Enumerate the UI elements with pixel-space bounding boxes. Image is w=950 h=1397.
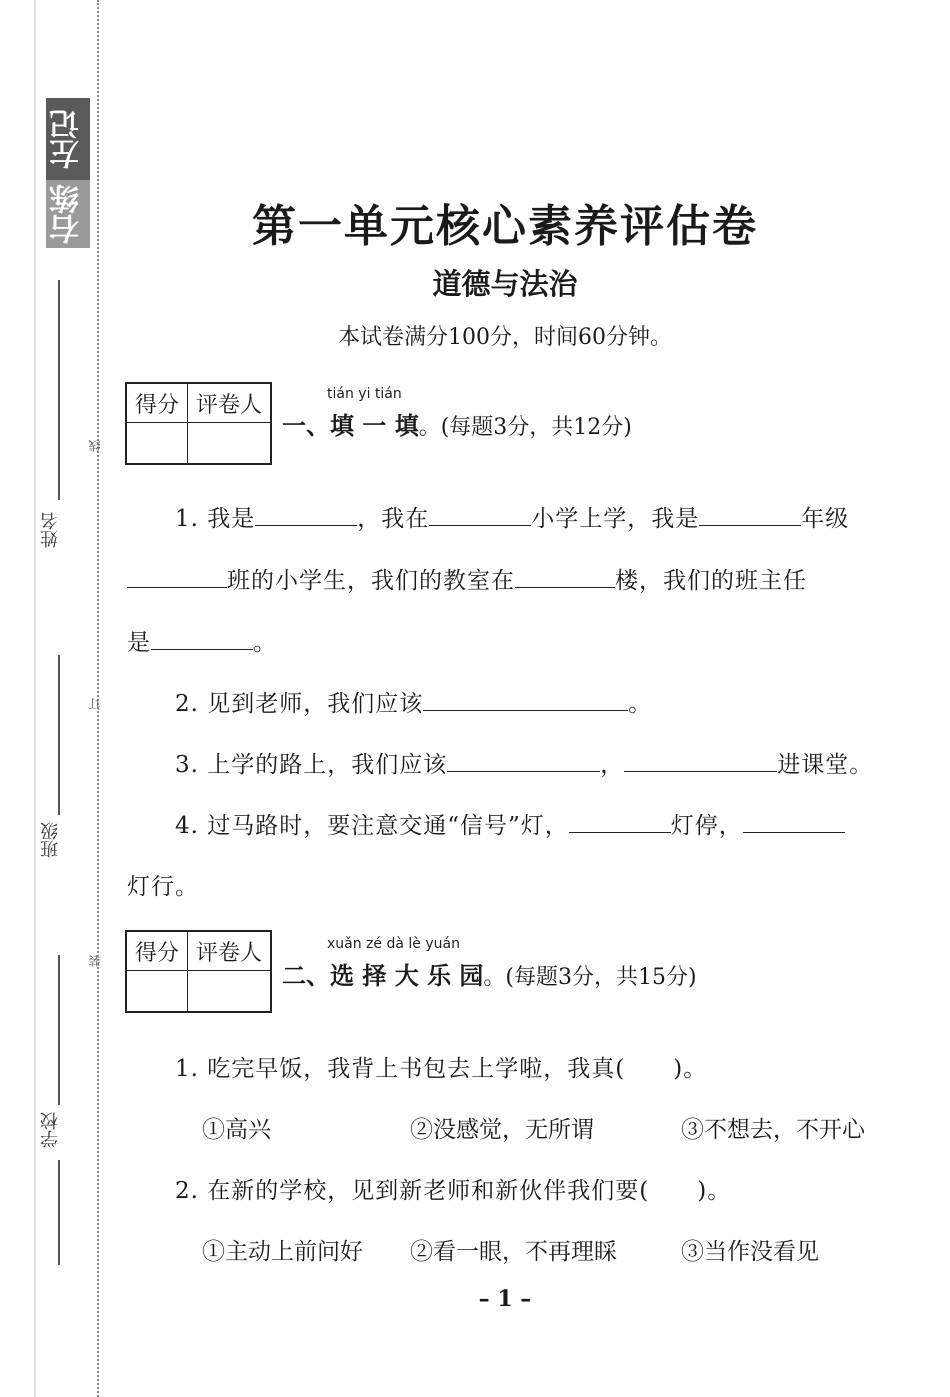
s1-q2 bbox=[175, 685, 652, 718]
brand-text-right: 右练 bbox=[50, 184, 85, 244]
s1-q4-text-b: 灯停， bbox=[670, 813, 743, 839]
section1-pinyin: tián yi tián bbox=[327, 386, 402, 402]
name-rule bbox=[58, 280, 60, 500]
s1-q4-text-a: 4. 过马路时，要注意交通“信号”灯， bbox=[175, 813, 569, 839]
s1-q1-text-c: 小学上学，我是 bbox=[531, 506, 700, 532]
s1-q1-blank-1[interactable] bbox=[255, 505, 357, 526]
page-number: – 1 – bbox=[478, 1286, 532, 1312]
s1-q3-text-c: 进课堂。 bbox=[777, 752, 874, 778]
cut-mark-bind: 订 bbox=[88, 698, 102, 710]
s1-q1-line3 bbox=[127, 624, 277, 657]
school-label: 学校 bbox=[40, 1112, 61, 1148]
s1-q3-text-b: ， bbox=[600, 752, 625, 778]
s2-q2: 2. 在新的学校，见到新老师和新伙伴我们要( )。 bbox=[175, 1178, 732, 1204]
s1-q2-blank[interactable] bbox=[423, 690, 628, 711]
s1-q1-line2 bbox=[127, 562, 807, 595]
name-label: 姓名 bbox=[40, 512, 61, 548]
grader-label: 评卷人 bbox=[188, 383, 272, 423]
page-title: 第一单元核心素养评估卷 bbox=[252, 201, 758, 252]
s1-q4-line2 bbox=[127, 868, 199, 901]
section2-title: 二、选 择 大 乐 园 bbox=[282, 962, 484, 990]
cut-mark-fold: 装 bbox=[88, 955, 102, 967]
s1-q4-text-c: 灯行。 bbox=[127, 874, 199, 900]
section2-heading bbox=[282, 956, 697, 991]
cut-mark-line: 线 bbox=[88, 440, 102, 452]
s2-q2-option-3[interactable]: ③当作没看见 bbox=[681, 1239, 819, 1265]
section1-title: 一、填 一 填 bbox=[282, 412, 419, 440]
s1-q4-line1 bbox=[175, 807, 845, 840]
section1-heading bbox=[282, 406, 632, 441]
s1-q1-blank-5[interactable] bbox=[515, 567, 615, 588]
s1-q1-text-f: 楼，我们的班主任 bbox=[615, 568, 807, 594]
class-rule bbox=[58, 655, 60, 815]
score-label: 得分 bbox=[126, 383, 188, 423]
s2-q1: 1. 吃完早饭，我背上书包去上学啦，我真( )。 bbox=[175, 1056, 708, 1082]
s2-q2-option-1[interactable]: ①主动上前问好 bbox=[202, 1239, 363, 1265]
grader-cell[interactable] bbox=[188, 971, 272, 1013]
score-cell[interactable] bbox=[126, 971, 188, 1013]
section2-pinyin: xuǎn zé dà lè yuán bbox=[327, 936, 460, 952]
s1-q1-blank-3[interactable] bbox=[699, 505, 801, 526]
school-rule bbox=[58, 955, 60, 1105]
subject-title: 道德与法治 bbox=[432, 267, 578, 301]
grader-label: 评卷人 bbox=[188, 931, 272, 971]
s1-q4-blank-2[interactable] bbox=[743, 812, 845, 833]
s1-q1-blank-6[interactable] bbox=[151, 629, 253, 650]
s1-q4-blank-1[interactable] bbox=[569, 812, 671, 833]
score-label: 得分 bbox=[126, 931, 188, 971]
s2-q1-option-1[interactable]: ①高兴 bbox=[202, 1117, 271, 1143]
s1-q1-text-d: 年级 bbox=[801, 506, 850, 532]
s1-q2-text-b: 。 bbox=[628, 691, 653, 717]
s1-q1-text-a: 1. 我是 bbox=[175, 506, 256, 532]
s1-q1-line1 bbox=[175, 500, 849, 533]
s1-q1-blank-2[interactable] bbox=[429, 505, 531, 526]
s1-q1-text-h: 。 bbox=[253, 630, 277, 656]
school-rule-lower bbox=[58, 1160, 60, 1265]
s2-q1-option-2[interactable]: ②没感觉，无所谓 bbox=[410, 1117, 594, 1143]
exam-info: 本试卷满分100分，时间60分钟。 bbox=[338, 325, 672, 350]
s2-q2-option-2[interactable]: ②看一眼，不再理睬 bbox=[410, 1239, 617, 1265]
score-cell[interactable] bbox=[126, 423, 188, 465]
s1-q1-text-b: ，我在 bbox=[357, 506, 430, 532]
s1-q1-text-g: 是 bbox=[127, 630, 151, 656]
s1-q1-blank-4[interactable] bbox=[127, 567, 227, 588]
s1-q2-text-a: 2. 见到老师，我们应该 bbox=[175, 691, 424, 717]
brand-text-left: 左记 bbox=[50, 109, 85, 169]
section1-note: 。(每题3分，共12分) bbox=[418, 415, 632, 440]
score-box-1 bbox=[125, 382, 272, 465]
s1-q3 bbox=[175, 746, 873, 779]
score-box-2 bbox=[125, 930, 272, 1013]
s1-q3-blank-2[interactable] bbox=[624, 751, 777, 772]
s1-q1-text-e: 班的小学生，我们的教室在 bbox=[227, 568, 515, 594]
s1-q3-text-a: 3. 上学的路上，我们应该 bbox=[175, 752, 448, 778]
s1-q3-blank-1[interactable] bbox=[447, 751, 600, 772]
grader-cell[interactable] bbox=[188, 423, 272, 465]
s2-q1-option-3[interactable]: ③不想去，不开心 bbox=[681, 1117, 865, 1143]
section2-note: 。(每题3分，共15分) bbox=[483, 965, 697, 990]
class-label: 班级 bbox=[40, 822, 61, 858]
